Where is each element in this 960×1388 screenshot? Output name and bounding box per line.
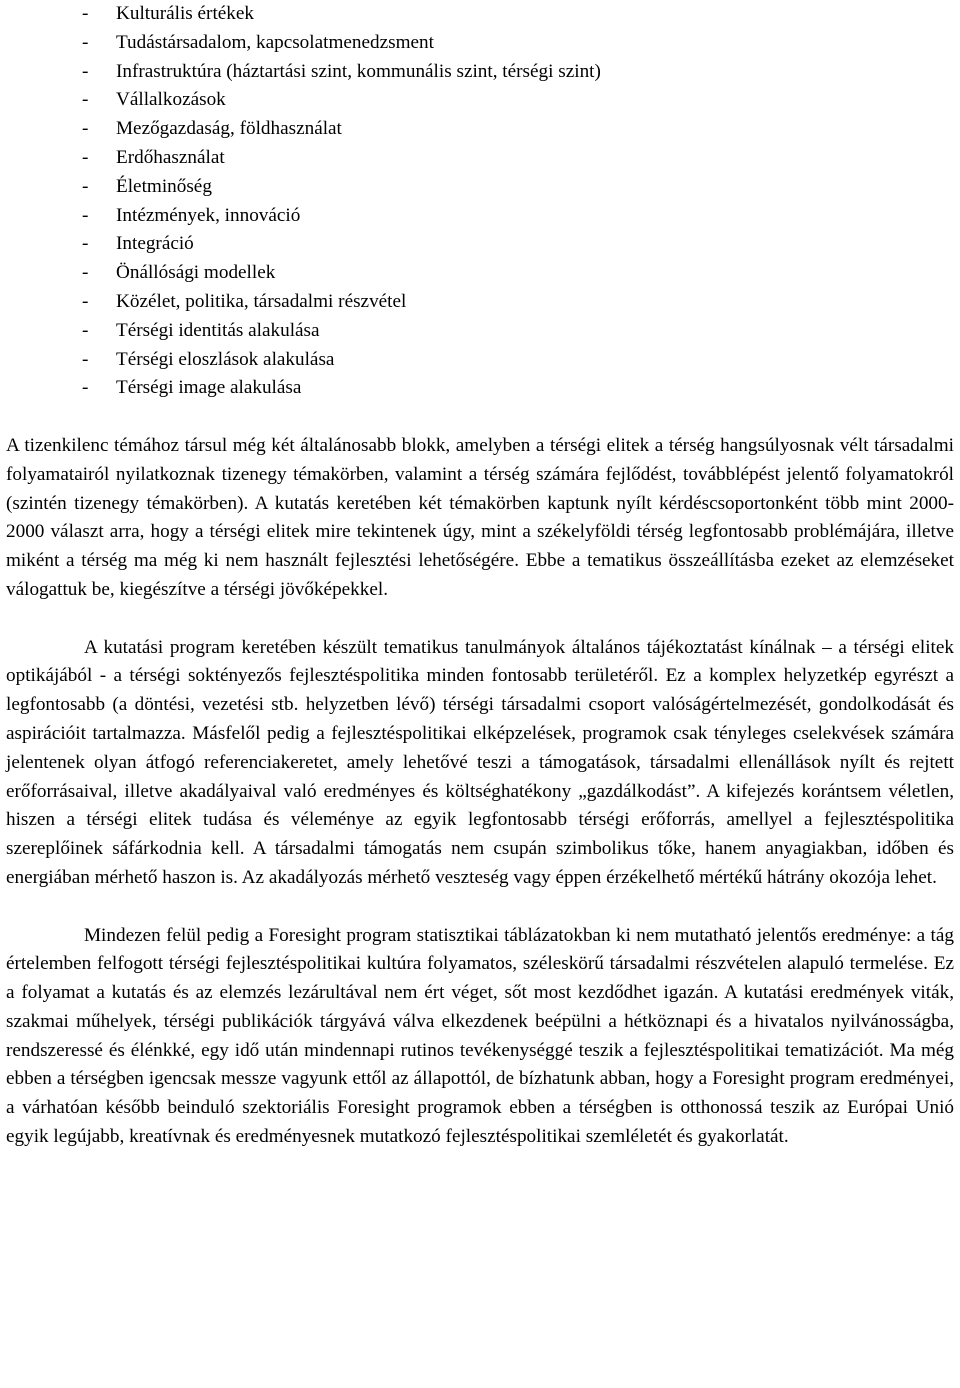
bullet-dash: - — [82, 348, 89, 370]
list-item — [82, 58, 954, 87]
bullet-dash: - — [82, 89, 89, 111]
bullet-dash: - — [82, 60, 89, 82]
list-item-text: Kulturális értékek — [116, 3, 254, 24]
paragraph-blocks: A tizenkilenc témához társul még két általánosabb blokk, amelyben a térségi elitek a térség hangsúlyosnak vélt társadalmi folyamatairól nyilatkoznak tizenegy témakörben, valamint a térség számára fejlődést, továbblépést jelentő folyamatokról (szintén tizenegy témakörben). A kutatás keretében két témakörben kaptunk nyílt kérdéscsoportonként több mint 2000-2000 választ arra, hogy a térségi elitek mire tekintenek úgy, mint a székelyföldi térség legfontosabb problémájára, illetve miként a térség ma még ki nem használt fejlesztési lehetőségére. Ebbe a tematikus összeállításba ezeket az elemzéseket válogattuk be, kiegészítve a térségi jövőképekkel. — [6, 434, 954, 600]
list-item — [82, 346, 954, 375]
list-item-text: Integráció — [116, 233, 194, 255]
bullet-dash: - — [82, 377, 89, 399]
paragraph-program: A kutatási program keretében készült tematikus tanulmányok általános tájékoztatást kínálnak – a térségi elitek optikájából - a térségi soktényezős fejlesztéspolitika minden fontosabb területéről. Ez a komplex helyzetkép egyrészt a legfontosabb (a döntési, vezetési stb. helyzetben lévő) térségi társadalmi csoport valóságértelmezését, gondolkodását és aspirációit tartalmazza. Másfelől pedig a fejlesztéspolitikai elképzelések, programok csak tényleges cselekvések számára jelentenek olyan átfogó referenciakeretet, amely lehetővé teszi a támogatások, társadalmi ellenállások nyílt és rejtett erőforrásaival, illetve akadályaival való eredményes és költséghatékony „gazdálkodást”. A kifejezés korántsem véletlen, hiszen a térségi elitek tudása és véleménye az egyik legfontosabb térségi erőforrás, amellyel a fejlesztéspolitika szereplőinek sáfárkodnia kell. A társadalmi támogatás nem csupán szimbolikus tőke, hanem anyagiakban, időben és energiában mérhető haszon is. Az akadályozás mérhető veszteség vagy éppen érzékelhető mértékű hátrány okozója lehet. — [6, 636, 954, 888]
list-item-text: Infrastruktúra (háztartási szint, kommunális szint, térségi szint) — [116, 60, 601, 82]
list-item — [82, 29, 954, 58]
list-item-text: Önállósági modellek — [116, 262, 276, 284]
list-item-text: Közélet, politika, társadalmi részvétel — [116, 290, 407, 312]
list-item-text: Vállalkozások — [116, 89, 226, 111]
bullet-dash: - — [82, 175, 89, 197]
list-item — [82, 86, 954, 115]
bullet-dash: - — [82, 319, 89, 341]
bullet-dash: - — [82, 290, 89, 312]
paragraph-foresight: Mindezen felül pedig a Foresight program statisztikai táblázatokban ki nem mutatható jelentős eredménye: a tág értelemben felfogott térségi fejlesztéspolitikai kultúra folyamatos, széleskörű társadalmi részvételen alapuló termelése. Ez a folyamat a kutatás és az elemzés lezárultával nem ért véget, sőt most kezdődhet igazán. A kutatási eredmények viták, szakmai műhelyek, térségi publikációk tárgyává válva elkezdenek beépülni a hétköznapi és a hivatalos nyilvánosságba, rendszeressé és élénkké, egy idő után mindennapi rutinos tevékenységgé teszik a fejlesztéspolitikai tematizációt. Ma még ebben a térségben igencsak messze vagyunk ettől az állapottól, de bízhatunk abban, hogy a Foresight program eredményei, a várhatóan később beinduló szektoriális Foresight programok ebben a térségben is otthonossá teszik az Európai Unió egyik legújabb, kreatívnak és eredményesnek mutatkozó fejlesztéspolitikai szemléletét és gyakorlatát. — [6, 924, 954, 1148]
list-item-text: Intézmények, innováció — [116, 204, 301, 226]
list-item — [82, 288, 954, 317]
list-item — [82, 173, 954, 202]
list-item-text: Mezőgazdaság, földhasználat — [116, 118, 342, 140]
bullet-dash: - — [82, 204, 89, 226]
bullet-dash: - — [82, 146, 89, 168]
bullet-dash: - — [82, 233, 89, 255]
list-item — [82, 259, 954, 288]
topic-list — [6, 0, 954, 403]
spacer — [6, 403, 954, 432]
list-item-text: Térségi identitás alakulása — [116, 319, 320, 341]
bullet-dash: - — [82, 118, 89, 140]
bullet-dash: - — [82, 31, 89, 53]
list-item-text: Életminőség — [116, 175, 212, 197]
list-item-text: Térségi image alakulása — [116, 377, 302, 399]
list-item — [82, 317, 954, 346]
spacer — [6, 605, 954, 634]
list-item — [82, 374, 954, 403]
list-item-text: Térségi eloszlások alakulása — [116, 348, 335, 370]
spacer — [6, 893, 954, 922]
list-item-text: Erdőhasználat — [116, 146, 225, 168]
list-item — [82, 0, 954, 29]
list-item-text: Tudástársadalom, kapcsolatmenedzsment — [116, 31, 434, 53]
bullet-dash: - — [82, 3, 89, 24]
list-item — [82, 144, 954, 173]
list-item — [82, 202, 954, 231]
bullet-dash: - — [82, 262, 89, 284]
list-item — [82, 230, 954, 259]
list-item — [82, 115, 954, 144]
